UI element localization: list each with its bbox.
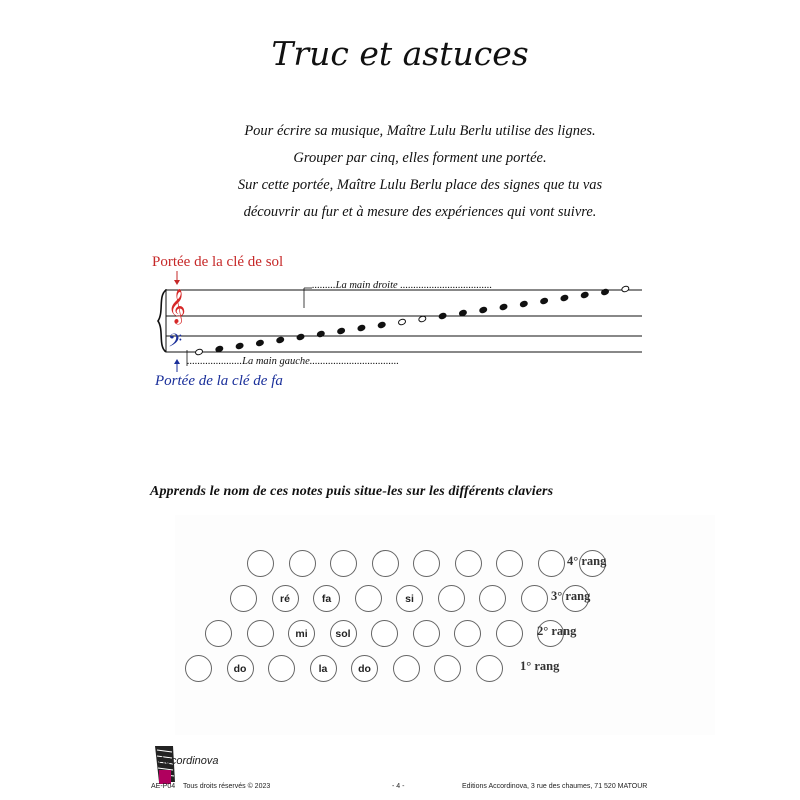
keyboard-button	[496, 550, 523, 577]
note-head	[256, 339, 265, 346]
keyboard-button: mi	[288, 620, 315, 647]
keyboard-button: sol	[330, 620, 357, 647]
exercise-heading: Apprends le nom de ces notes puis situe-les sur les différents claviers	[150, 484, 554, 499]
keyboard-button	[438, 585, 465, 612]
keyboard-button	[455, 550, 482, 577]
keyboard-button	[496, 620, 523, 647]
keyboard-button	[330, 550, 357, 577]
intro-line: Sur cette portée, Maître Lulu Berlu place des signes que tu vas	[237, 177, 603, 193]
keyboard-button	[454, 620, 481, 647]
keyboard-button	[434, 655, 461, 682]
keyboard-button: si	[396, 585, 423, 612]
keyboard-button	[247, 550, 274, 577]
bass-clef-icon	[168, 331, 182, 356]
note-head	[580, 291, 589, 298]
keyboard-button	[247, 620, 274, 647]
note-head	[520, 300, 529, 307]
intro-line: Grouper par cinq, elles forment une portée.	[293, 150, 547, 166]
intro-line: découvrir au fur et à mesure des expériences qui vont suivre.	[243, 204, 597, 220]
bass-arrow-icon	[174, 359, 180, 372]
note-head	[195, 348, 204, 355]
footer-code: AE-P04	[151, 783, 176, 790]
keyboard-button: do	[227, 655, 254, 682]
keyboard-button	[521, 585, 548, 612]
note-head	[235, 342, 244, 349]
brace-icon	[158, 290, 166, 352]
note-head	[560, 294, 569, 301]
keyboard-button	[393, 655, 420, 682]
row-label: 1° rang	[520, 659, 560, 673]
accordion-keyboard	[175, 515, 715, 735]
keyboard-button	[205, 620, 232, 647]
note-head	[621, 285, 630, 292]
note-head	[601, 288, 610, 295]
footer-page-number: - 4 -	[392, 783, 405, 790]
notes	[195, 285, 630, 355]
row-label: 3° rang	[551, 589, 591, 603]
bass-clef-staff-label: Portée de la clé de fa	[155, 373, 283, 389]
row-label: 4° rang	[567, 554, 607, 568]
keyboard-button	[185, 655, 212, 682]
note-head	[276, 336, 285, 343]
keyboard-button	[413, 550, 440, 577]
footer-rights: Tous droits réservés © 2023	[183, 783, 271, 790]
note-head	[499, 303, 508, 310]
keyboard-button	[479, 585, 506, 612]
note-head	[317, 330, 326, 337]
footer-publisher: Editions Accordinova, 3 rue des chaumes, 71 520 MATOUR	[462, 783, 648, 790]
keyboard-button: fa	[313, 585, 340, 612]
keyboard-button	[230, 585, 257, 612]
logo-text: Accordinova	[158, 755, 219, 767]
treble-clef-staff-label: Portée de la clé de sol	[152, 254, 284, 270]
note-head	[540, 297, 549, 304]
keyboard-button	[371, 620, 398, 647]
keyboard-button	[355, 585, 382, 612]
note-head	[438, 312, 447, 319]
keyboard-button	[372, 550, 399, 577]
note-head	[337, 327, 346, 334]
page-title: Truc et astuces	[271, 34, 529, 73]
note-head	[377, 321, 386, 328]
svg-text:𝄞: 𝄞	[168, 289, 186, 324]
note-head	[296, 333, 305, 340]
note-head	[398, 318, 407, 325]
note-head	[357, 324, 366, 331]
note-head	[479, 306, 488, 313]
keyboard-button	[476, 655, 503, 682]
keyboard-button	[413, 620, 440, 647]
keyboard-button	[289, 550, 316, 577]
keyboard-button: ré	[272, 585, 299, 612]
keyboard-button	[538, 550, 565, 577]
row-label: 2° rang	[537, 624, 577, 638]
keyboard-button: do	[351, 655, 378, 682]
treble-arrow-icon	[174, 271, 180, 285]
keyboard-button	[268, 655, 295, 682]
svg-text:𝄢: 𝄢	[168, 331, 183, 356]
left-hand-label: .....................La main gauche..................................	[187, 356, 400, 367]
intro-line: Pour écrire sa musique, Maître Lulu Berlu utilise des lignes.	[244, 123, 596, 139]
right-hand-label: .........La main droite ...................................	[312, 280, 493, 291]
treble-clef-icon	[168, 289, 186, 325]
keyboard-button: la	[310, 655, 337, 682]
